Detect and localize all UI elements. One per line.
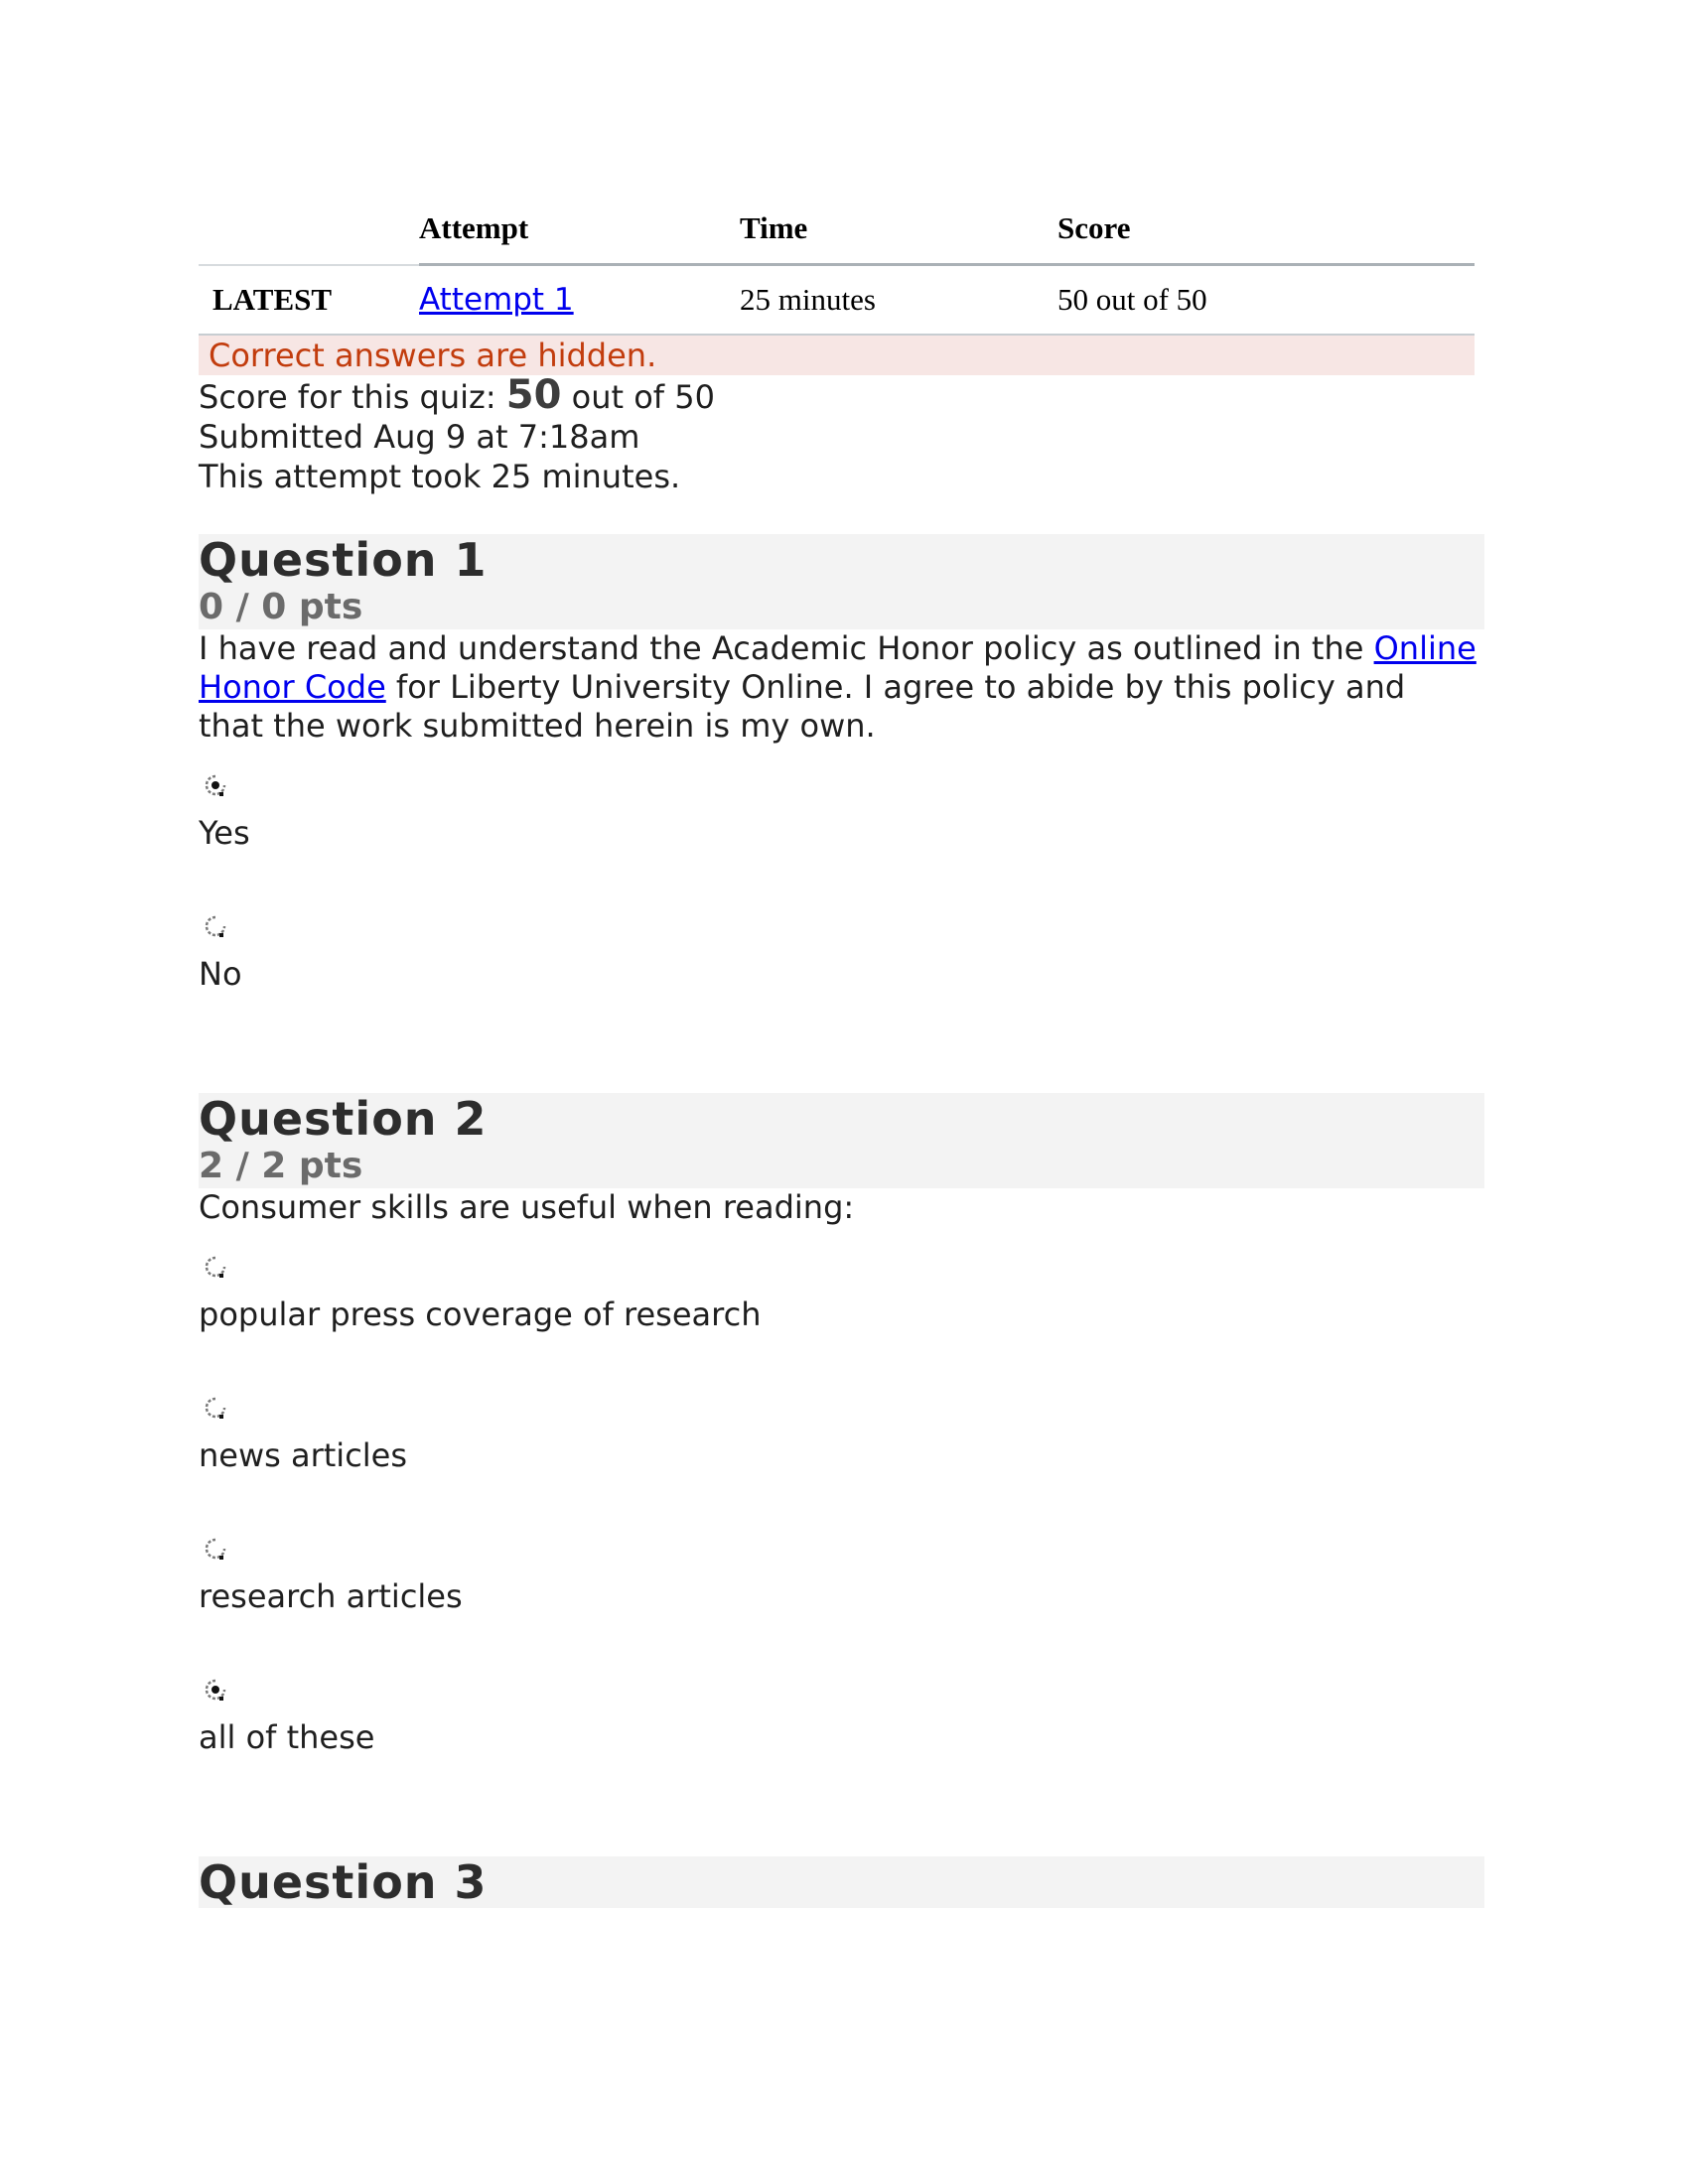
question-1: [199, 534, 1484, 994]
score-suffix: out of 50: [561, 378, 715, 416]
option-label: news articles: [199, 1436, 408, 1474]
header-attempt: Attempt: [419, 204, 740, 265]
answer-option[interactable]: [199, 914, 1484, 994]
question-title: Question 3: [199, 1855, 488, 1909]
radio-unselected-icon[interactable]: [204, 914, 225, 936]
radio-selected-icon[interactable]: [204, 773, 225, 795]
header-blank: [199, 204, 419, 265]
attempt-link[interactable]: Attempt 1: [419, 282, 574, 318]
time-cell: 25 minutes: [740, 265, 1057, 336]
score-value: 50: [505, 372, 562, 418]
option-label: No: [199, 955, 242, 993]
question-title: Question 2: [199, 1092, 488, 1146]
question-text-before: I have read and understand the Academic Honor policy as outlined in the: [199, 629, 1374, 667]
attempts-header-row: [199, 204, 1475, 265]
attempt-cell: [419, 265, 740, 336]
answer-option[interactable]: [199, 1678, 1484, 1757]
score-cell: 50 out of 50: [1057, 265, 1475, 336]
honor-code-link[interactable]: Online Honor Code: [199, 629, 1477, 706]
question-header: [199, 534, 1484, 629]
question-points: 2 / 2 pts: [199, 1146, 363, 1186]
question-header: [199, 1856, 1484, 1908]
question-text: Consumer skills are useful when reading:: [199, 1188, 855, 1226]
question-header: [199, 1093, 1484, 1188]
question-points: 0 / 0 pts: [199, 587, 363, 627]
radio-selected-icon[interactable]: [204, 1678, 225, 1700]
answers-hidden-banner: Correct answers are hidden.: [199, 336, 1475, 375]
question-3: [199, 1856, 1484, 1908]
option-label: Yes: [199, 814, 250, 852]
header-score: Score: [1057, 204, 1475, 265]
submitted-line: Submitted Aug 9 at 7:18am: [199, 418, 640, 456]
table-row: [199, 265, 1475, 336]
radio-unselected-icon[interactable]: [204, 1396, 225, 1418]
question-2: [199, 1093, 1484, 1757]
attempts-table: [199, 204, 1475, 336]
quiz-summary: [199, 372, 1484, 496]
option-label: research articles: [199, 1577, 463, 1615]
duration-line: This attempt took 25 minutes.: [199, 458, 681, 495]
question-title: Question 1: [199, 533, 488, 587]
question-text-after: for Liberty University Online. I agree to abide by this policy and that the work submitted herein is my own.: [199, 668, 1406, 745]
latest-label: LATEST: [199, 265, 419, 336]
quiz-results: [199, 204, 1484, 1908]
answer-option[interactable]: [199, 1396, 1484, 1475]
answer-option[interactable]: [199, 1537, 1484, 1616]
radio-unselected-icon[interactable]: [204, 1537, 225, 1559]
score-line: [199, 372, 1484, 418]
answer-option[interactable]: [199, 1255, 1484, 1334]
header-time: Time: [740, 204, 1057, 265]
answer-option[interactable]: [199, 773, 1484, 853]
radio-unselected-icon[interactable]: [204, 1255, 225, 1277]
option-label: popular press coverage of research: [199, 1296, 762, 1333]
option-label: all of these: [199, 1718, 375, 1756]
score-prefix: Score for this quiz:: [199, 378, 506, 416]
question-text: [199, 629, 1479, 746]
